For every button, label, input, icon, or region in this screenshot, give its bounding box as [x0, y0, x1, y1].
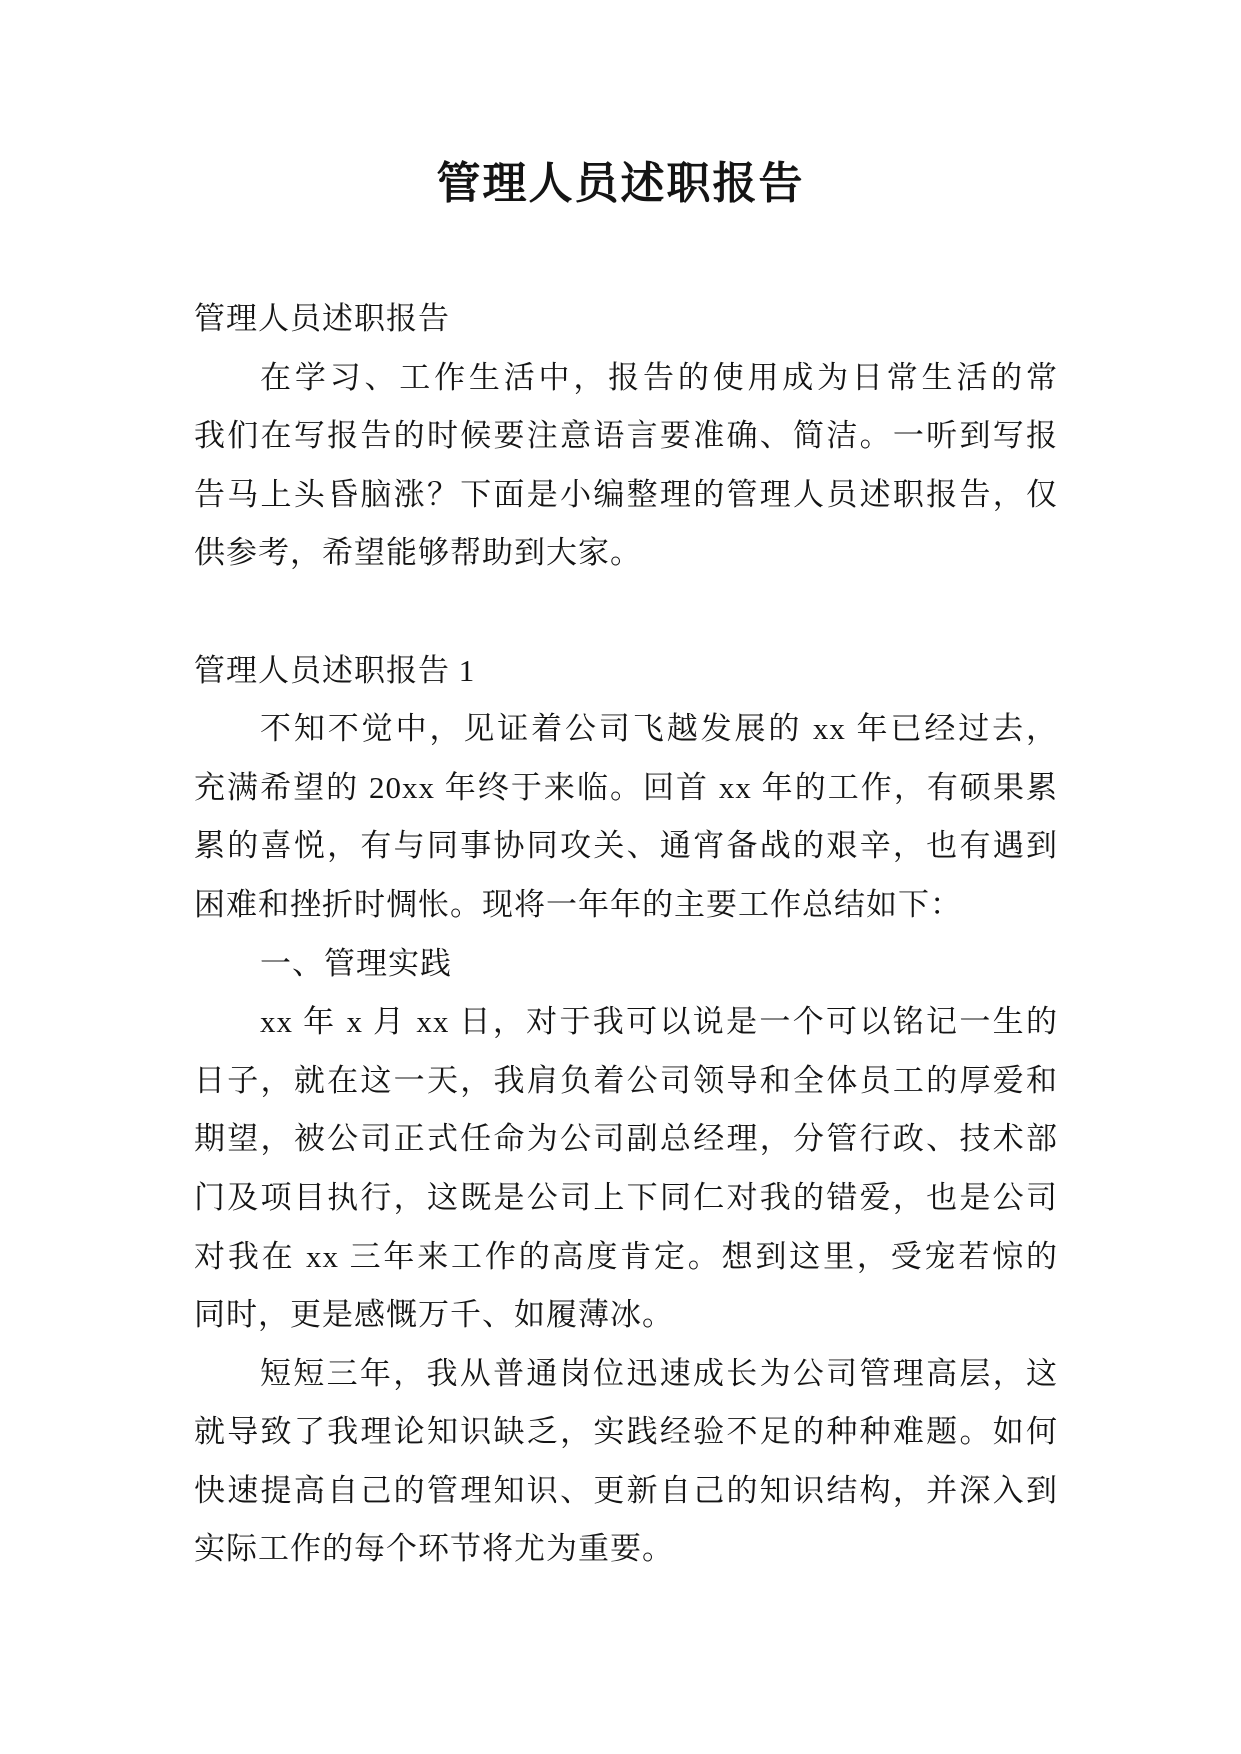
paragraph-line: 对我在 xx 三年来工作的高度肯定。想到这里，受宠若惊的 [194, 1238, 1058, 1274]
document-body [194, 290, 1058, 1579]
paragraph-line: xx 年 x 月 xx 日，对于我可以说是一个可以铭记一生的 [260, 1004, 1058, 1040]
section-paragraph-1 [194, 700, 1058, 934]
paragraph-line: 日子，就在这一天，我肩负着公司领导和全体员工的厚爱和 [194, 1062, 1058, 1098]
section-paragraph-3 [194, 1345, 1058, 1579]
section-subheading: 一、管理实践 [260, 945, 452, 981]
blank-line [194, 583, 1058, 642]
section-paragraph-2 [194, 993, 1058, 1345]
paragraph-line: 短短三年，我从普通岗位迅速成长为公司管理高层，这 [260, 1355, 1058, 1391]
section-heading: 管理人员述职报告 1 [194, 652, 476, 688]
paragraph-line: 供参考，希望能够帮助到大家。 [194, 535, 642, 571]
paragraph-line: 困难和挫折时惆怅。现将一年年的主要工作总结如下： [194, 886, 962, 922]
document-subtitle: 管理人员述职报告 [194, 301, 450, 336]
paragraph-line: 不知不觉中，见证着公司飞越发展的 xx 年已经过去， [260, 711, 1058, 747]
intro-paragraph [194, 349, 1058, 583]
paragraph-line: 门及项目执行，这既是公司上下同仁对我的错爱，也是公司 [194, 1179, 1058, 1215]
paragraph-line: 就导致了我理论知识缺乏，实践经验不足的种种难题。如何 [194, 1414, 1058, 1450]
paragraph-line: 充满希望的 20xx 年终于来临。回首 xx 年的工作，有硕果累 [194, 769, 1058, 805]
paragraph-line: 期望，被公司正式任命为公司副总经理，分管行政、技术部 [194, 1121, 1058, 1157]
document-title: 管理人员述职报告 [436, 159, 805, 208]
paragraph-line: 告马上头昏脑涨？下面是小编整理的管理人员述职报告，仅 [194, 476, 1058, 512]
paragraph-line: 在学习、工作生活中，报告的使用成为日常生活的常 [260, 359, 1058, 395]
paragraph-line: 快速提高自己的管理知识、更新自己的知识结构，并深入到 [194, 1472, 1058, 1508]
paragraph-line: 同时，更是感慨万千、如履薄冰。 [194, 1297, 674, 1333]
paragraph-line: 累的喜悦，有与同事协同攻关、通宵备战的艰辛，也有遇到 [194, 828, 1058, 864]
paragraph-line: 我们在写报告的时候要注意语言要准确、简洁。一听到写报 [194, 418, 1058, 454]
paragraph-line: 实际工作的每个环节将尤为重要。 [194, 1531, 674, 1567]
